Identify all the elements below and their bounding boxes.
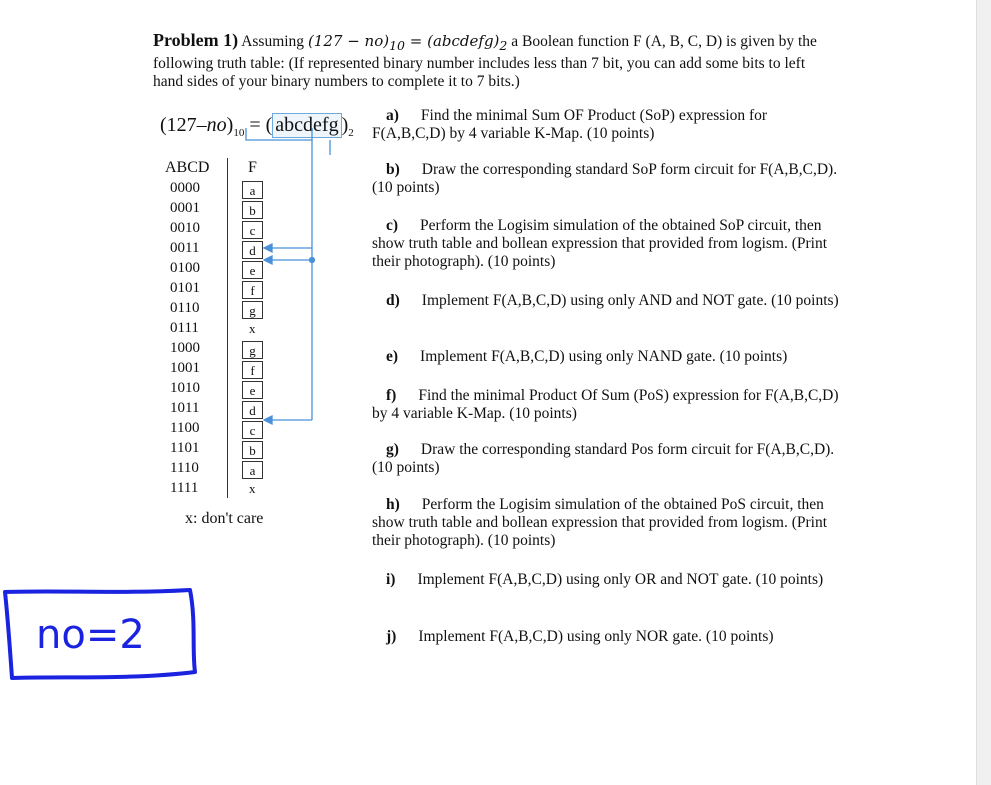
question-label: i) [386,571,396,588]
eq-lhs-close: ) [226,114,234,136]
question-a [372,107,842,143]
question-continuation: F(A,B,C,D). (10 points) [372,161,838,196]
tt-row-output: f [242,281,263,299]
question-continuation: F(A,B,C,D) by 4 variable K-Map. (10 points) [372,387,839,422]
expr-eq: = [405,32,428,50]
question-text: Find the minimal Product Of Sum (PoS) expression for [418,387,762,404]
tt-row-input: 1110 [170,460,199,476]
question-g [372,441,842,477]
tt-row-output: f [242,361,263,379]
question-label: h) [386,496,400,513]
question-continuation: then show truth table and bollean expression that provided from logism. (Print their photograph). (10 points) [372,217,828,270]
tt-row-output: d [242,241,263,259]
question-text: Find the minimal Sum OF Product (SoP) expression for [420,107,768,124]
question-label: j) [386,628,397,645]
question-i [372,571,842,589]
expr-right: ) [383,32,390,50]
eq-rhs-boxed: abcdefg [272,113,341,138]
tt-row-output: g [242,301,263,319]
tt-header-input: ABCD [165,159,210,176]
question-label: d) [386,292,400,309]
tt-row-output: b [242,201,263,219]
question-text: Implement F(A,B,C,D) using only NOR gate. (10 points) [418,628,774,645]
tt-row-input: 0011 [170,240,200,256]
intro-rest-1: a Boolean function F (A, B, C, D) is given by the [507,33,817,50]
eq-lhs-no: no [206,114,227,136]
question-continuation: F(A,B,C,D) by 4 variable K-Map. (10 points) [372,125,655,142]
intro-line-3: hand sides of your binary numbers to complete it to 7 bits.) [153,73,520,90]
question-continuation: F(A,B,C,D). (10 points) [372,441,835,476]
question-text: Implement F(A,B,C,D) using only OR and NOT gate. (10 [417,571,777,588]
tt-row-input: 1010 [170,380,200,396]
intro-assuming: Assuming [241,33,305,50]
question-text: Implement F(A,B,C,D) using only AND and NOT gate. (10 [421,292,792,309]
tt-row-output: c [242,421,263,439]
arrowhead-d [264,244,272,252]
tt-row-output: g [242,341,263,359]
tt-row-input: 0001 [170,200,200,216]
arrowhead-d2 [264,416,272,424]
question-label: g) [386,441,399,458]
tt-row-output: a [242,461,263,479]
question-f [372,387,842,423]
eq-lhs-base: 10 [233,127,245,139]
tt-row-input: 0111 [170,320,199,336]
question-label: c) [386,217,399,234]
question-text: Implement F(A,B,C,D) using only NAND gate. (10 points) [420,348,788,365]
tt-row-input: 1111 [170,480,199,496]
question-b [372,161,842,197]
tt-row-input: 1011 [170,400,200,416]
tt-row-output: x [249,481,256,496]
expr-no: no [364,32,384,50]
tt-row-output: x [249,321,256,336]
expr-abc: (abcdefg) [427,32,500,50]
question-text: Draw the corresponding standard SoP form circuit for [421,161,756,178]
question-h [372,496,842,550]
eq-rhs-base: 2 [348,127,354,139]
intro-line-2: following truth table: (If represented binary number includes less than 7 bit, you can add some bits to left [153,55,806,72]
question-text: Perform the Logisim simulation of the obtained SoP circuit, [420,217,791,234]
tt-row-output: c [242,221,263,239]
handwritten-text: no=2 [36,612,145,658]
arrowhead-e [264,256,272,264]
tt-row-output: e [242,381,263,399]
tt-row-output: a [242,181,263,199]
tt-row-output: d [242,401,263,419]
expr-left: (127 − [307,32,365,50]
tt-row-input: 1100 [170,420,200,436]
question-c [372,217,842,271]
tt-row-input: 0000 [170,180,200,196]
eq-rhs-close: ) [341,114,349,136]
question-continuation: then show truth table and bollean expression that provided from logism. (Print their photograph). (10 points) [372,496,828,549]
problem-title: Problem 1) [153,30,239,50]
expr-base2: 2 [499,38,508,53]
tt-row-input: 1001 [170,360,200,376]
junction-dot [310,258,315,263]
question-continuation: points) [780,571,824,588]
tt-header-output: F [248,159,257,176]
tt-row-output: b [242,441,263,459]
tt-row-input: 0100 [170,260,200,276]
tt-row-input: 0110 [170,300,200,316]
eq-rhs-open: ( [265,114,273,136]
question-d [372,292,842,310]
question-continuation: points) [795,292,839,309]
bracket-line [246,128,312,140]
question-label: f) [386,387,397,404]
question-label: a) [386,107,399,124]
vertical-scrollbar[interactable] [976,0,991,785]
eq-equals: = [244,114,266,136]
question-label: b) [386,161,400,178]
tt-row-input: 1101 [170,440,200,456]
tt-row-input: 1000 [170,340,200,356]
question-text: Draw the corresponding standard Pos form circuit for [420,441,753,458]
expr-base10: 10 [389,38,405,53]
dont-care-note: x: don't care [185,510,264,527]
tt-row-input: 0101 [170,280,200,296]
tt-row-input: 0010 [170,220,200,236]
eq-lhs-open: (127– [160,114,207,136]
question-label: e) [386,348,399,365]
question-j [372,628,842,646]
handwritten-annotation [0,580,210,690]
question-text: Perform the Logisim simulation of the obtained PoS circuit, [421,496,794,513]
tt-row-output: e [242,261,263,279]
question-e [372,348,842,366]
